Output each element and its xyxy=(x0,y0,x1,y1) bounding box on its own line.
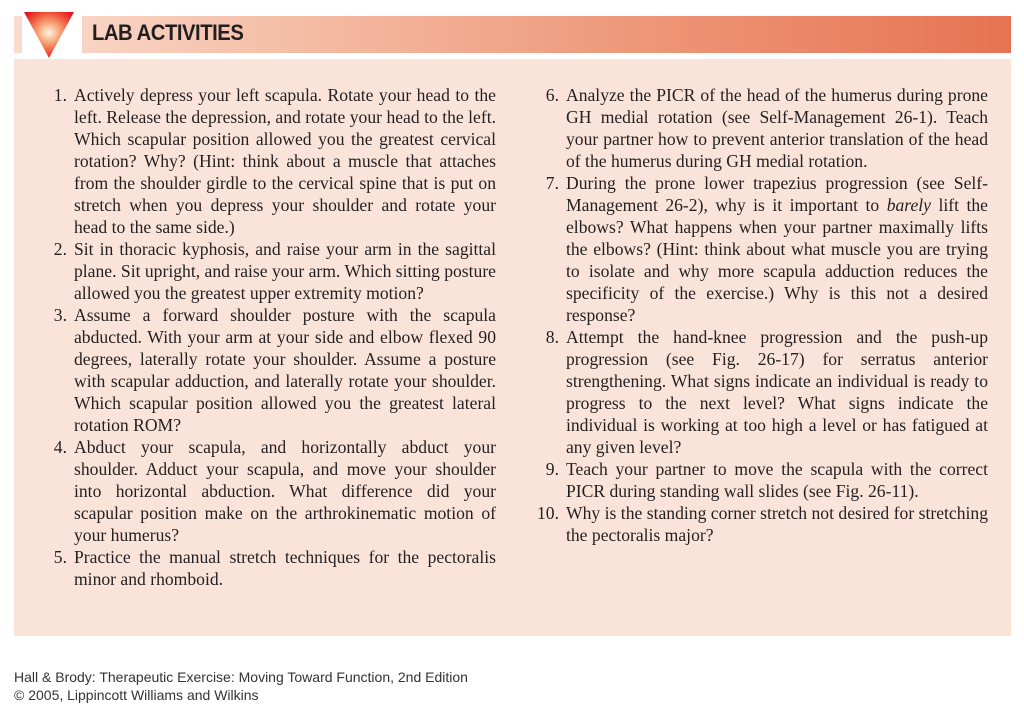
item-number: 7. xyxy=(545,173,559,193)
item-text: Why is the standing corner stretch not desired for stretching the pectoralis major? xyxy=(566,503,988,545)
item-number: 8. xyxy=(545,327,559,347)
item-text: Teach your partner to move the scapula with the correct PICR during standing wall slides (see Fig. 26-11). xyxy=(566,459,988,501)
item-text-emphasis: barely xyxy=(886,195,931,215)
item-number: 3. xyxy=(53,305,67,325)
page-title: LAB ACTIVITIES xyxy=(92,20,244,45)
item-text-after: lift the elbows? What happens when your partner maximally lifts the elbows? (Hint: think about what muscle you are trying to isolate and why more scapula adduction reduces the specificity of the exercise.) Why is this not a desired response? xyxy=(566,195,988,325)
list-item xyxy=(526,172,988,326)
item-text: Abduct your scapula, and horizontally abduct your shoulder. Adduct your scapula, and move your shoulder into horizontal abduction. What difference did your scapular position make on the arthrokinematic motion of your humerus? xyxy=(74,437,496,545)
list-item xyxy=(34,84,496,238)
footer-source: Hall & Brody: Therapeutic Exercise: Moving Toward Function, 2nd Edition xyxy=(14,669,468,685)
item-text: Sit in thoracic kyphosis, and raise your arm in the sagittal plane. Sit upright, and raise your arm. Which sitting posture allowed you the greatest upper extremity motion? xyxy=(74,239,496,303)
item-number: 4. xyxy=(53,437,67,457)
item-number: 1. xyxy=(53,85,67,105)
item-text: Analyze the PICR of the head of the humerus during prone GH medial rotation (see Self-Management 26-1). Teach your partner how to prevent anterior translation of the head of the humerus during GH medial rotation. xyxy=(566,85,988,171)
item-text: Practice the manual stretch techniques for the pectoralis minor and rhomboid. xyxy=(74,547,496,589)
item-number: 2. xyxy=(53,239,67,259)
list-item xyxy=(526,458,988,502)
item-number: 5. xyxy=(53,547,67,567)
item-text: Attempt the hand-knee progression and the push-up progression (see Fig. 26-17) for serratus anterior strengthening. What signs indicate an individual is ready to progress to the next level? What signs indicate the individual is working at too high a level or has fatigued at any given level? xyxy=(566,327,988,457)
list-item xyxy=(34,546,496,590)
list-item xyxy=(526,84,988,172)
activities-column-left xyxy=(34,84,496,590)
item-number: 10. xyxy=(537,503,559,523)
activities-column-right xyxy=(526,84,988,546)
list-item xyxy=(34,304,496,436)
item-text xyxy=(566,172,988,326)
item-text: Assume a forward shoulder posture with the scapula abducted. With your arm at your side and elbow flexed 90 degrees, laterally rotate your shoulder. Assume a posture with scapular adduction, and laterally rotate your shoulder. Which scapular position allowed you the greatest lateral rotation ROM? xyxy=(74,305,496,435)
footer-copyright: © 2005, Lippincott Williams and Wilkins xyxy=(14,687,259,703)
triangle-logo-icon xyxy=(22,10,76,60)
list-item xyxy=(34,238,496,304)
list-item xyxy=(526,326,988,458)
list-item xyxy=(34,436,496,546)
list-item xyxy=(526,502,988,546)
item-number: 9. xyxy=(545,459,559,479)
footer-credit xyxy=(14,668,468,704)
item-number: 6. xyxy=(545,85,559,105)
item-text-before: During the prone lower trapezius progression (see Self-Management 26-2), why is it important to xyxy=(566,173,988,215)
item-text: Actively depress your left scapula. Rotate your head to the left. Release the depression, and rotate your head to the left. Which scapular position allowed you the greatest cervical rotation? Why? (Hint: think about a muscle that attaches from the shoulder girdle to the cervical spine that is put on stretch when you depress your shoulder and rotate your head to the same side.) xyxy=(74,85,496,237)
triangle-shape xyxy=(24,12,74,58)
